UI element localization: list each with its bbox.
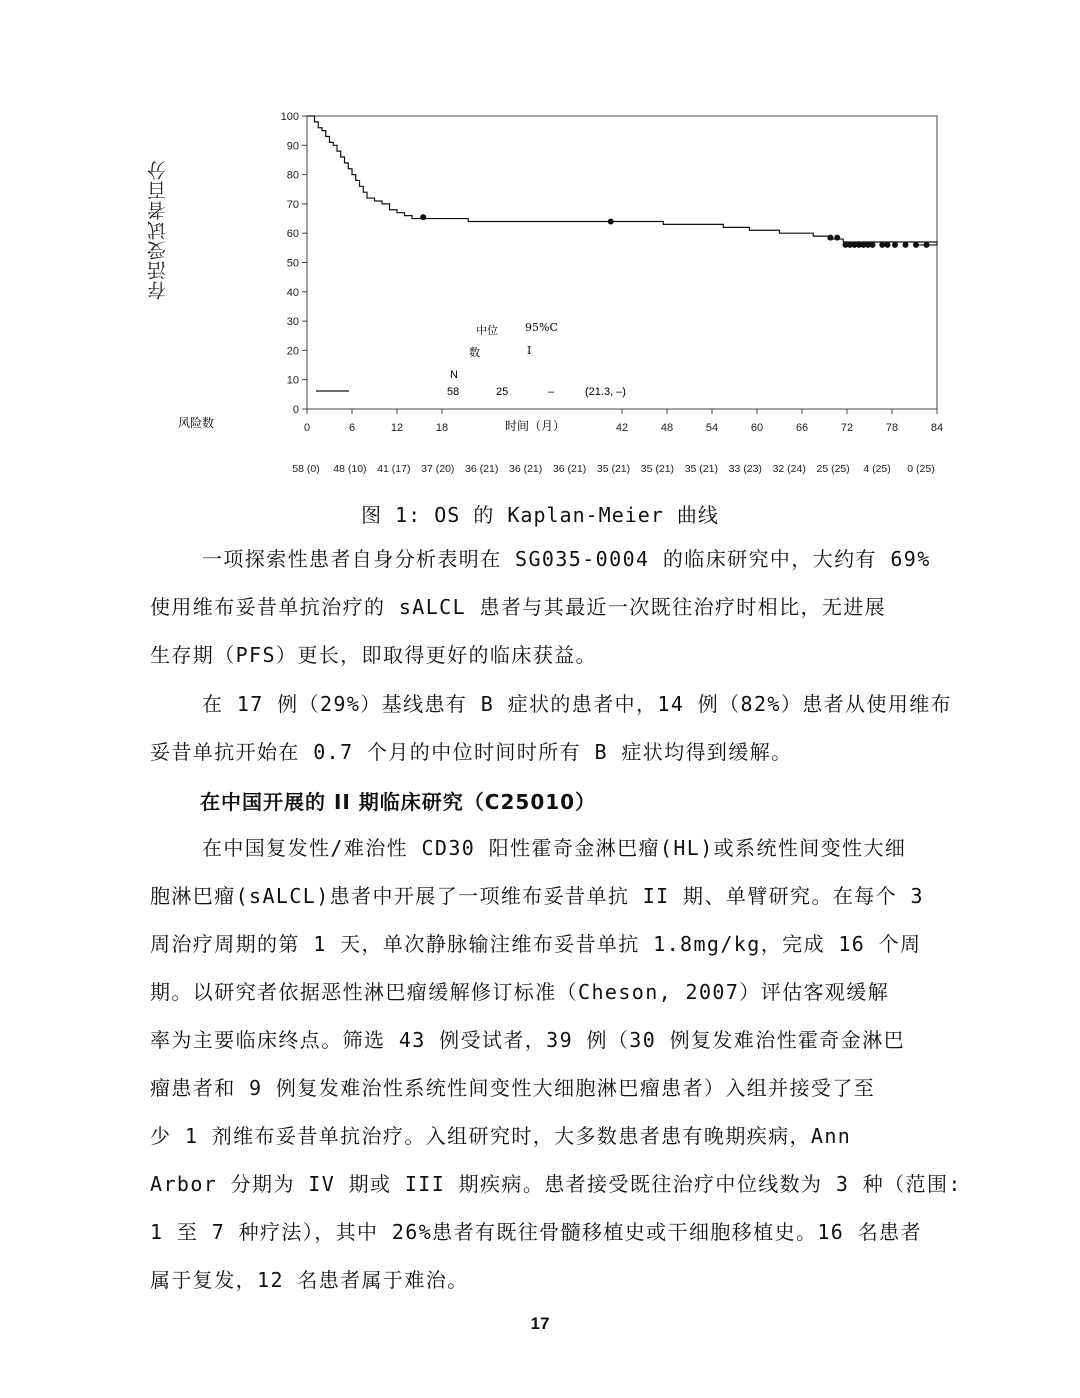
paragraph-2 [150,680,980,776]
x-tick-label: 84 [930,422,944,434]
y-tick-label: 30 [286,316,299,329]
legend-row-dash: – [548,386,555,398]
text-line: 在 17 例（29%）基线患有 B 症状的患者中，14 例（82%）患者从使用维布 [202,692,953,716]
legend-header-median: 中位 [476,324,498,337]
at-risk-value: 32 (24) [772,463,806,475]
at-risk-value: 35 (21) [684,463,718,475]
figure-caption: 图 1: OS 的 Kaplan-Meier 曲线 [361,503,719,527]
y-tick-label: 50 [286,257,299,270]
censor-mark [870,242,876,248]
censor-mark [892,242,898,248]
x-tick-label: 42 [615,422,629,434]
censor-mark [924,242,930,248]
plot-frame [307,116,937,409]
censor-mark [913,242,919,248]
text-line: 瘤患者和 9 例复发难治性系统性间变性大细胞淋巴瘤患者）入组并接受了至 [150,1076,876,1100]
x-tick-label: 54 [705,422,719,434]
at-risk-value: 4 (25) [863,463,891,475]
legend-header-count: 数 [469,346,480,359]
y-tick-label: 10 [286,374,299,387]
x-axis-label: 时间（月） [505,419,566,433]
legend-row-ci: (21.3, –) [585,386,626,398]
at-risk-value: 37 (20) [421,463,455,475]
at-risk-value: 0 (25) [907,463,935,475]
survival-curve [307,116,937,245]
text-line: 1 至 7 种疗法），其中 26%患者有既往骨髓移植史或干细胞移植史。16 名患者 [150,1220,922,1244]
at-risk-value: 35 (21) [596,463,631,475]
y-tick-label: 80 [286,169,299,182]
legend-header-ci-cont: I [527,344,532,357]
censor-mark [828,235,834,241]
text-line: 一项探索性患者自身分析表明在 SG035-0004 的临床研究中，大约有 69% [202,547,931,571]
at-risk-value: 36 (21) [509,463,543,475]
x-tick-label: 18 [435,422,449,434]
x-tick-label: 78 [885,422,899,434]
y-tick-label: 40 [286,286,299,299]
censor-mark [420,214,426,220]
y-tick-label: 100 [280,111,299,123]
legend-row-n: 58 [447,386,460,398]
at-risk-value: 58 (0) [292,463,320,475]
x-tick-label: 6 [348,422,356,434]
legend-row-median: 25 [496,386,509,398]
text-line: 在中国复发性/难治性 CD30 阳性霍奇金淋巴瘤(HL)或系统性间变性大细 [202,836,907,860]
x-tick-label: 0 [303,422,311,434]
text-line: 率为主要临床终点。筛选 43 例受试者，39 例（30 例复发难治性霍奇金淋巴 [150,1028,906,1052]
text-line: 周治疗周期的第 1 天，单次静脉输注维布妥昔单抗 1.8mg/kg，完成 16 个周 [150,932,922,956]
text-line: 少 1 剂维布妥昔单抗治疗。入组研究时，大多数患者患有晚期疾病，Ann [150,1124,852,1148]
paragraph-1 [150,535,980,679]
paragraph-3 [150,824,980,1304]
y-tick-label: 70 [286,198,299,211]
text-line: 胞淋巴瘤(sALCL)患者中开展了一项维布妥昔单抗 II 期、单臂研究。在每个 3 [150,884,924,908]
y-tick-label: 90 [286,140,299,153]
text-line: 属于复发，12 名患者属于难治。 [150,1268,469,1292]
censor-mark [879,242,885,248]
text-line: 使用维布妥昔单抗治疗的 sALCL 患者与其最近一次既往治疗时相比，无进展 [150,595,887,619]
legend-header-ci: 95%C [525,321,558,334]
section-heading: 在中国开展的 II 期临床研究（C25010） [200,790,597,814]
y-tick-label: 20 [286,345,299,358]
risk-label: 风险数 [178,416,215,430]
censor-mark [834,235,840,241]
at-risk-value: 36 (21) [465,463,499,475]
censor-mark [608,218,614,224]
y-tick-label: 60 [286,228,299,241]
text-line: 生存期（PFS）更长，即取得更好的临床获益。 [150,643,597,667]
x-tick-label: 60 [750,422,764,434]
text-line: 期。以研究者依据恶性淋巴瘤缓解修订标准（Cheson, 2007）评估客观缓解 [150,980,890,1004]
legend-header-n: N [450,369,458,381]
at-risk-value: 48 (10) [333,463,367,475]
at-risk-value: 35 (21) [640,463,675,475]
censor-mark [885,242,891,248]
x-tick-label: 48 [660,422,674,434]
x-tick-label: 66 [795,422,809,434]
at-risk-value: 36 (21) [552,463,587,475]
at-risk-value: 41 (17) [377,463,411,475]
x-tick-label: 72 [840,422,854,434]
text-line: Arbor 分期为 IV 期或 III 期疾病。患者接受既往治疗中位线数为 3 种（范围: [150,1172,962,1196]
x-tick-label: 12 [390,422,404,434]
y-axis-label: 存活受试者百分 [147,160,169,300]
at-risk-value: 25 (25) [816,463,850,475]
censor-mark [903,242,909,248]
text-line: 妥昔单抗开始在 0.7 个月的中位时间时所有 B 症状均得到缓解。 [150,740,793,764]
at-risk-value: 33 (23) [728,463,762,475]
page-number: 17 [530,1314,550,1333]
y-tick-label: 0 [292,404,299,416]
